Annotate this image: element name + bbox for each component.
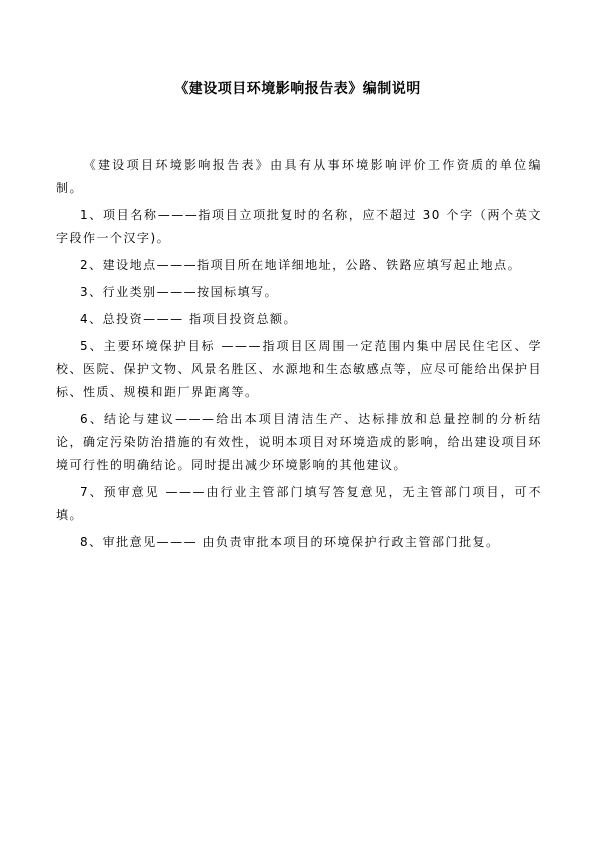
item-industry-category: 3、行业类别———按国标填写。 (80, 285, 279, 299)
document-body (56, 154, 542, 558)
document-title: 《建设项目环境影响报告表》编制说明 (174, 81, 421, 97)
item-approval-opinion: 8、审批意见——— 由负责审批本项目的环境保护行政主管部门批复。 (80, 535, 500, 549)
intro-paragraph: 《建设项目环境影响报告表》由具有从事环境影响评价工作资质的单位编制。 (56, 158, 542, 195)
item-conclusions: 6、结论与建议———给出本项目清洁生产、达标排放和总量控制的分析结论，确定污染防治措施的有效性，说明本项目对环境造成的影响，给出建设项目环境可行性的明确结论。同时提出减少环境影响的其他建议。 (56, 412, 543, 472)
item-preliminary-review: 7、预审意见 ———由行业主管部门填写答复意见，无主管部门项目，可不填。 (56, 485, 542, 522)
item-total-investment: 4、总投资——— 指项目投资总额。 (80, 312, 297, 326)
item-project-name: 1、项目名称———指项目立项批复时的名称，应不超过 30 个字（两个英文字段作一个汉字)。 (56, 208, 542, 245)
item-protection-targets: 5、主要环境保护目标 ———指项目区周围一定范围内集中居民住宅区、学校、医院、保护文物、风景名胜区、水源地和生态敏感点等，应尽可能给出保护目标、性质、规模和距厂界距离等。 (56, 339, 543, 399)
item-construction-site: 2、建设地点———指项目所在地详细地址，公路、铁路应填写起止地点。 (80, 258, 522, 272)
